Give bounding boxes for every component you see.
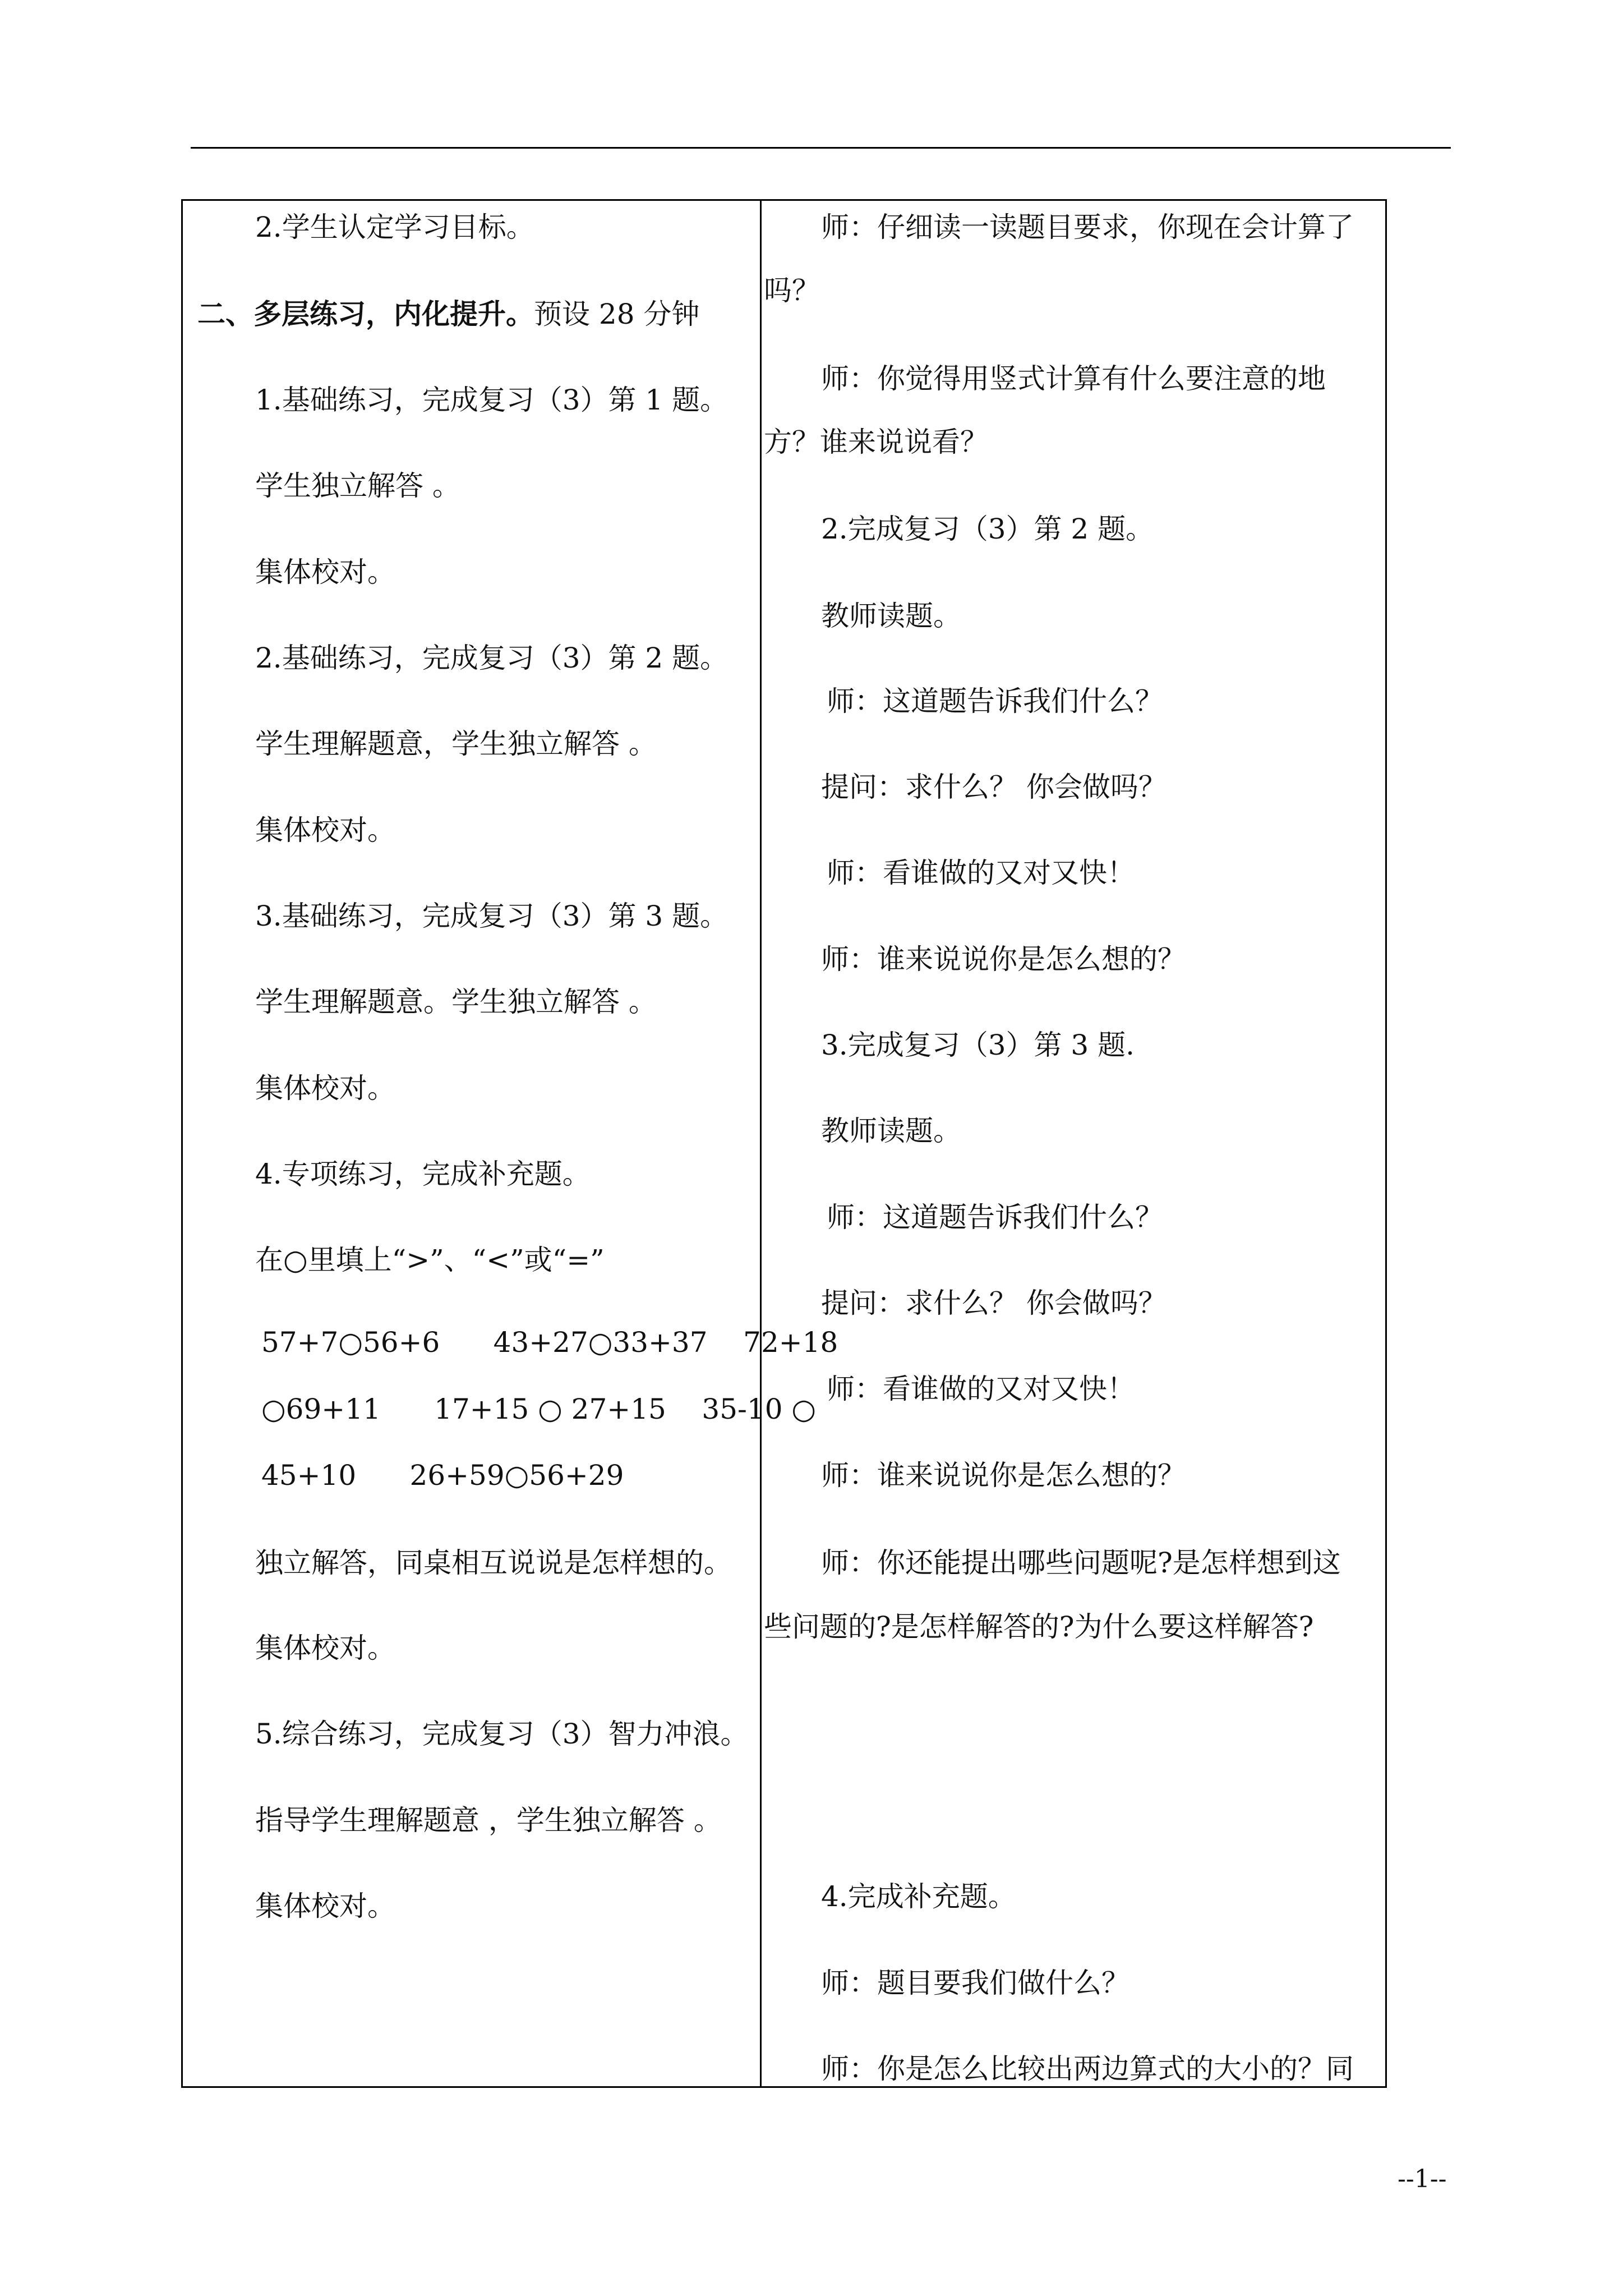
left-line-01: 2.学生认定学习目标。 — [255, 211, 534, 243]
left-line-03: 1.基础练习，完成复习（3）第 1 题。 — [255, 384, 728, 416]
right-line-04: 方？谁来说说看？ — [764, 426, 988, 458]
left-line-06: 2.基础练习，完成复习（3）第 2 题。 — [255, 642, 728, 674]
lesson-plan-table — [181, 199, 1387, 2088]
right-line-18: 些问题的?是怎样解答的?为什么要这样解答? — [764, 1611, 1314, 1643]
right-line-02: 吗？ — [764, 274, 820, 307]
right-line-15: 师：看谁做的又对又快！ — [827, 1373, 1135, 1405]
left-line-20: 指导学生理解题意 ，学生独立解答 。 — [255, 1804, 722, 1837]
left-line-10: 学生理解题意。学生独立解答 。 — [255, 986, 657, 1018]
section-heading — [197, 297, 699, 331]
right-line-20: 师：题目要我们做什么？ — [821, 1967, 1129, 1999]
left-line-08: 集体校对。 — [255, 814, 395, 846]
right-line-05: 2.完成复习（3）第 2 题。 — [821, 513, 1154, 545]
right-line-06: 教师读题。 — [821, 600, 961, 632]
left-line-13: 在○里填上“>”、“<”或“=” — [255, 1244, 605, 1276]
left-line-18: 集体校对。 — [255, 1632, 395, 1664]
left-line-11: 集体校对。 — [255, 1072, 395, 1105]
header-rule — [191, 147, 1451, 149]
page-number: --1-- — [1398, 2165, 1447, 2193]
right-line-08: 提问：求什么？ 你会做吗？ — [821, 771, 1166, 803]
left-line-12: 4.专项练习，完成补充题。 — [255, 1158, 591, 1190]
right-line-14: 提问：求什么？ 你会做吗？ — [821, 1287, 1166, 1319]
right-line-21: 师：你是怎么比较出两边算式的大小的？同 — [821, 2053, 1354, 2085]
right-line-17: 师：你还能提出哪些问题呢?是怎样想到这 — [821, 1547, 1341, 1579]
column-divider — [760, 201, 762, 2086]
right-line-11: 3.完成复习（3）第 3 题. — [821, 1029, 1135, 1061]
right-line-16: 师：谁来说说你是怎么想的？ — [821, 1459, 1186, 1492]
left-line-17: 独立解答，同桌相互说说是怎样想的。 — [255, 1547, 732, 1579]
right-line-01: 师：仔细读一读题目要求，你现在会计算了 — [821, 211, 1354, 243]
left-line-04: 学生独立解答 。 — [255, 470, 460, 502]
left-line-21: 集体校对。 — [255, 1890, 395, 1922]
right-line-03: 师：你觉得用竖式计算有什么要注意的地 — [821, 362, 1326, 395]
right-line-19: 4.完成补充题。 — [821, 1880, 1016, 1913]
section-heading-time: 预设 28 分钟 — [534, 298, 700, 330]
right-line-13: 师：这道题告诉我们什么？ — [827, 1201, 1163, 1234]
right-line-09: 师：看谁做的又对又快！ — [827, 857, 1135, 889]
left-line-07: 学生理解题意，学生独立解答 。 — [255, 728, 657, 760]
left-line-09: 3.基础练习，完成复习（3）第 3 题。 — [255, 900, 728, 932]
right-line-07: 师：这道题告诉我们什么？ — [827, 685, 1163, 717]
left-line-05: 集体校对。 — [255, 556, 395, 588]
section-heading-bold: 二、多层练习，内化提升。 — [197, 297, 534, 330]
comparison-row-2: ○69+11 17+15 ○ 27+15 35-10 ○ — [261, 1393, 817, 1425]
comparison-row-3: 45+10 26+59○56+29 — [261, 1459, 624, 1492]
right-line-10: 师：谁来说说你是怎么想的？ — [821, 943, 1186, 976]
right-line-12: 教师读题。 — [821, 1115, 961, 1147]
left-line-19: 5.综合练习，完成复习（3）智力冲浪。 — [255, 1718, 749, 1750]
comparison-row-1: 57+7○56+6 43+27○33+37 72+18 — [261, 1326, 838, 1359]
